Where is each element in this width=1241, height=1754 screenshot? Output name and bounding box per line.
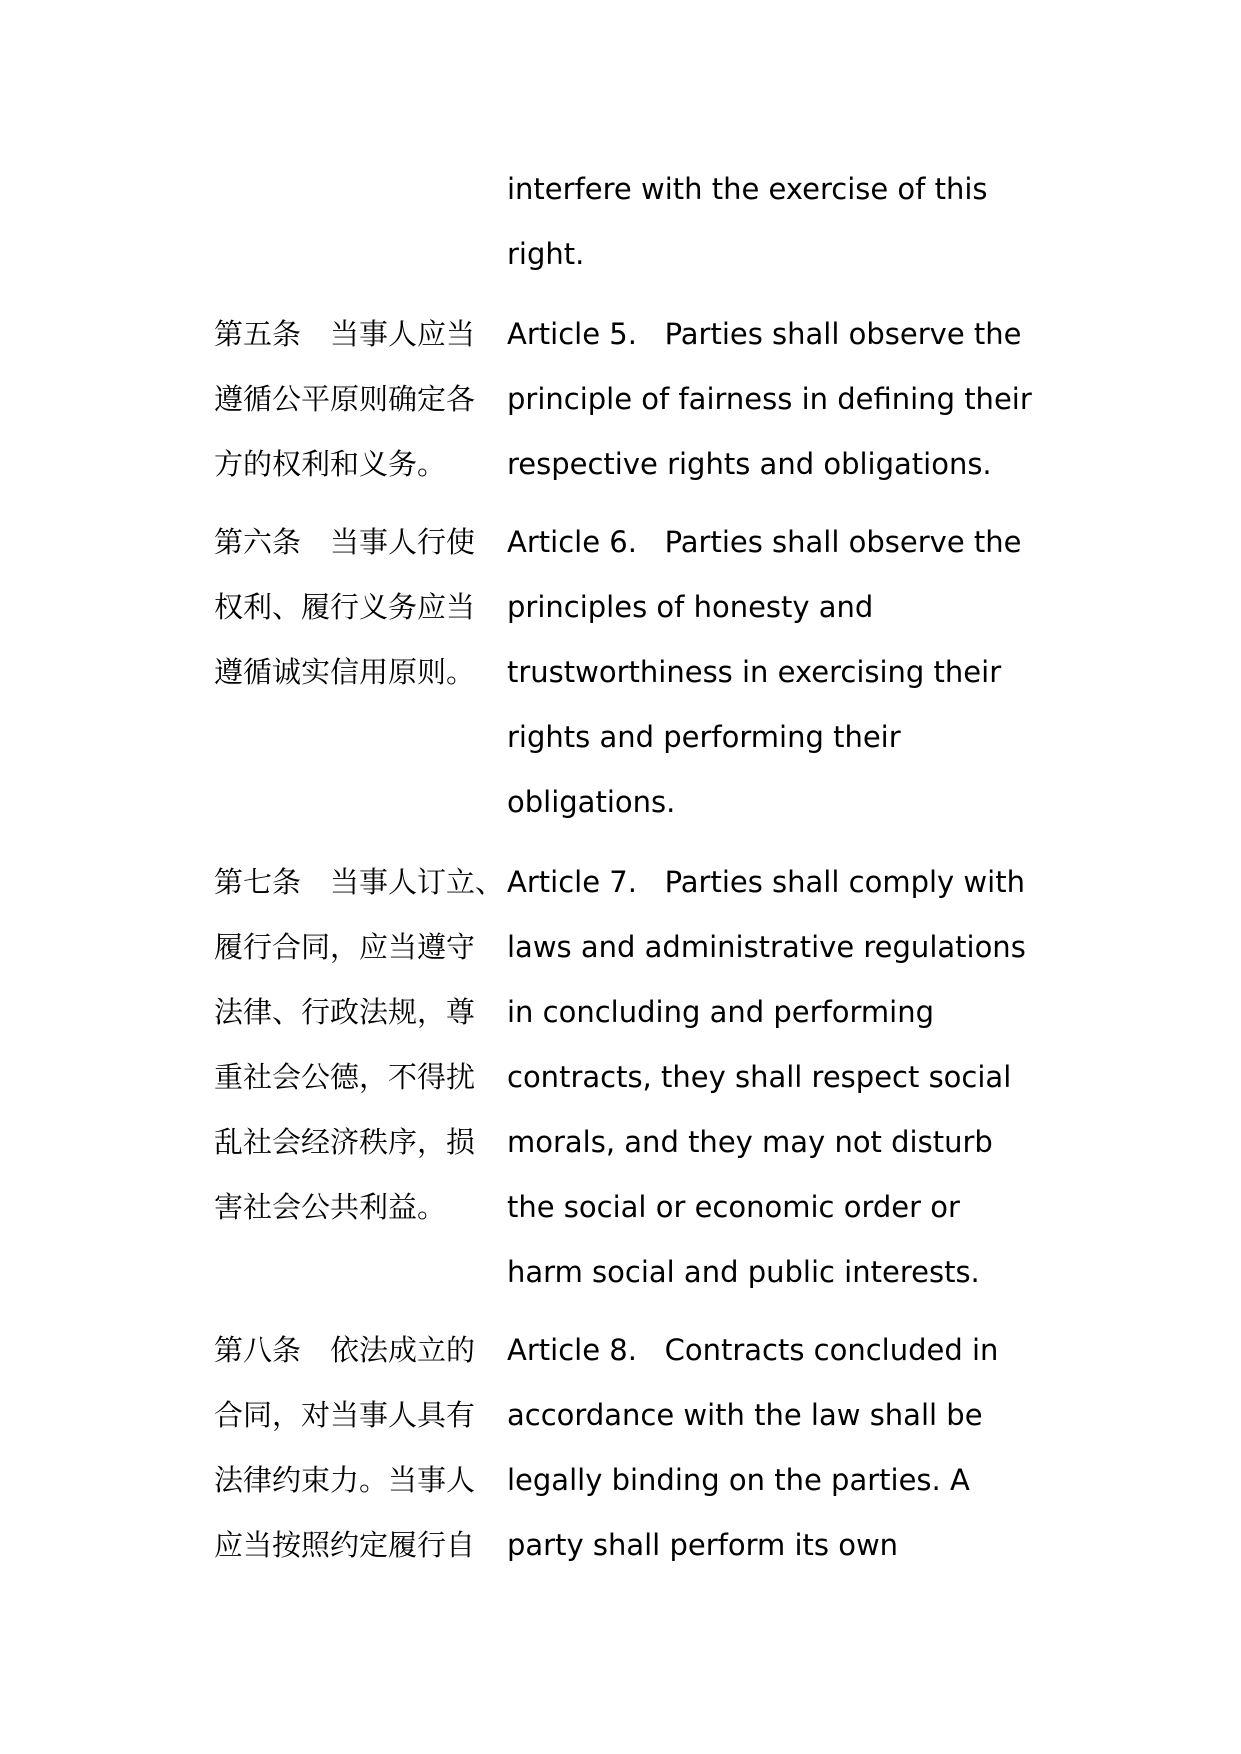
- article-7-zh-line: 乱社会经济秩序，损: [214, 1125, 476, 1159]
- article-5-zh-line: 遵循公平原则确定各: [214, 382, 476, 416]
- article-6-en-line: trustworthiness in exercising their: [507, 655, 1002, 689]
- article-7-en-line: contracts, they shall respect social: [507, 1060, 1012, 1094]
- article-8-en-line: accordance with the law shall be: [507, 1398, 983, 1432]
- article-7-en-line: in concluding and performing: [507, 995, 934, 1029]
- article-8-zh-line: 应当按照约定履行自: [214, 1528, 476, 1562]
- article-5-en-line: principle of fairness in defining their: [507, 382, 1032, 416]
- article-5-zh-line: 方的权利和义务。: [214, 447, 447, 481]
- article-7-en-line: the social or economic order or: [507, 1190, 960, 1224]
- article-6-zh-line: 遵循诚实信用原则。: [214, 655, 476, 689]
- article-7-en-line: harm social and public interests.: [507, 1255, 980, 1289]
- article-8-en-line: party shall perform its own: [507, 1528, 899, 1562]
- article-5-zh-line: 第五条 当事人应当: [214, 317, 476, 351]
- article-6-en-line: principles of honesty and: [507, 590, 874, 624]
- article-8-zh-line: 法律约束力。当事人: [214, 1463, 476, 1497]
- article-6-zh-line: 权利、履行义务应当: [214, 590, 476, 624]
- article-8-en-line: legally binding on the parties. A: [507, 1463, 970, 1497]
- article-7-zh-line: 法律、行政法规，尊: [214, 995, 476, 1029]
- article-7-zh-line: 害社会公共利益。: [214, 1190, 447, 1224]
- continuation-line: right.: [507, 237, 585, 271]
- article-7-en-line: Article 7. Parties shall comply with: [507, 865, 1025, 899]
- article-7-zh-line: 履行合同，应当遵守: [214, 930, 476, 964]
- continuation-line: interfere with the exercise of this: [507, 172, 988, 206]
- article-7-en-line: morals, and they may not disturb: [507, 1125, 993, 1159]
- article-6-en-line: Article 6. Parties shall observe the: [507, 525, 1022, 559]
- article-7-en-line: laws and administrative regulations: [507, 930, 1026, 964]
- article-7-zh-line: 重社会公德，不得扰: [214, 1060, 476, 1094]
- article-6-en-line: obligations.: [507, 785, 676, 819]
- article-8-zh-line: 合同，对当事人具有: [214, 1398, 476, 1432]
- article-7-zh-line: 第七条 当事人订立、: [214, 865, 505, 899]
- article-6-en-line: rights and performing their: [507, 720, 901, 754]
- article-6-zh-line: 第六条 当事人行使: [214, 525, 476, 559]
- article-5-en-line: Article 5. Parties shall observe the: [507, 317, 1022, 351]
- article-8-en-line: Article 8. Contracts concluded in: [507, 1333, 999, 1367]
- article-8-zh-line: 第八条 依法成立的: [214, 1333, 476, 1367]
- article-5-en-line: respective rights and obligations.: [507, 447, 992, 481]
